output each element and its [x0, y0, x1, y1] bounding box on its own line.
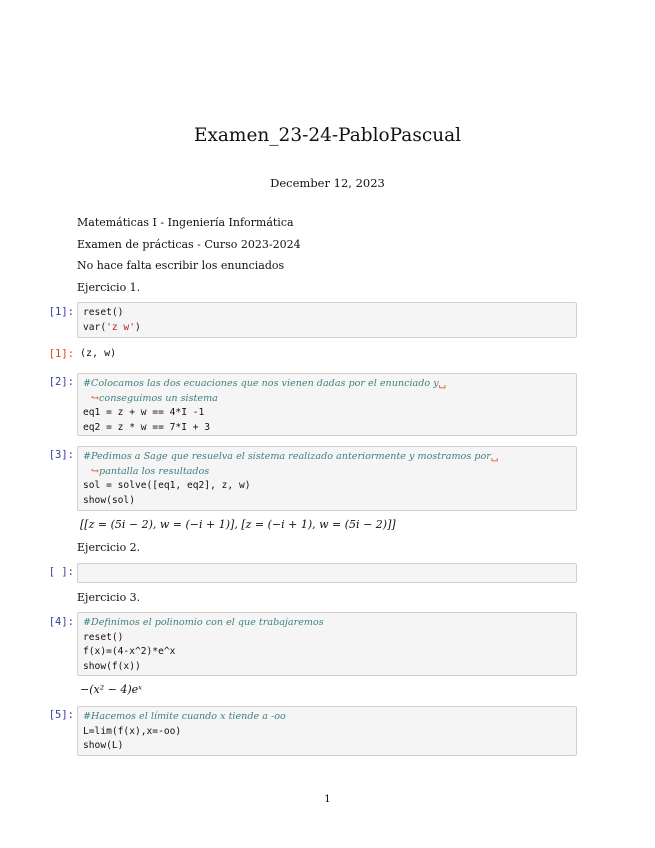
code-comment-continued: ↪pantalla los resultados — [91, 465, 210, 477]
code-cell[interactable] — [77, 612, 577, 676]
math-output: −(x² − 4)eˣ — [80, 683, 143, 696]
code-line: var('z w') — [83, 321, 141, 333]
code-cell[interactable] — [77, 706, 577, 756]
note-text: No hace falta escribir los enunciados — [77, 259, 285, 272]
code-line: eq1 = z + w == 4*I -1 — [83, 407, 205, 419]
document-title: Examen_23-24-PabloPascual — [193, 125, 462, 146]
code-line: f(x)=(4-x^2)*e^x — [83, 646, 176, 658]
code-line: show(L) — [83, 740, 124, 752]
code-line: sol = solve([eq1, eq2], z, w) — [83, 480, 251, 492]
exercise-1-heading: Ejercicio 1. — [77, 281, 141, 294]
exam-text: Examen de prácticas - Curso 2023-2024 — [77, 238, 301, 251]
input-prompt: [4]: — [48, 616, 74, 628]
input-prompt: [2]: — [48, 376, 74, 388]
input-prompt: [ ]: — [48, 566, 74, 578]
code-line: show(sol) — [83, 494, 135, 506]
exercise-3-heading: Ejercicio 3. — [77, 591, 141, 604]
code-line: show(f(x)) — [83, 660, 141, 672]
code-comment: #Pedimos a Sage que resuelva el sistema realizado anteriormente y mostramos por␣ — [83, 451, 499, 462]
exercise-2-heading: Ejercicio 2. — [77, 541, 141, 554]
page-number: 1 — [324, 793, 331, 805]
code-comment: #Definimos el polinomio con el que trabajaremos — [83, 617, 324, 628]
code-cell[interactable] — [77, 446, 577, 511]
code-comment: #Hacemos el límite cuando x tiende a -oo — [83, 711, 286, 722]
code-cell[interactable] — [77, 373, 577, 436]
code-line: L=lim(f(x),x=-oo) — [83, 725, 182, 737]
code-comment: #Colocamos las dos ecuaciones que nos vienen dadas por el enunciado y␣ — [83, 378, 446, 389]
document-date: December 12, 2023 — [270, 176, 385, 190]
code-line: eq2 = z * w == 7*I + 3 — [83, 421, 211, 433]
code-cell[interactable] — [77, 302, 577, 338]
cell-output: (z, w) — [80, 348, 117, 359]
math-output: [[z = (5i − 2), w = (−i + 1)], [z = (−i + 1), w = (5i − 2)]] — [80, 518, 396, 531]
code-line: reset() — [83, 631, 124, 643]
subject-text: Matemáticas I - Ingeniería Informática — [77, 216, 294, 229]
empty-code-cell[interactable] — [77, 563, 577, 583]
input-prompt: [5]: — [48, 709, 74, 721]
input-prompt: [1]: — [48, 306, 74, 318]
output-prompt: [1]: — [48, 348, 74, 360]
input-prompt: [3]: — [48, 449, 74, 461]
code-comment-continued: ↪conseguimos un sistema — [91, 392, 218, 404]
code-line: reset() — [83, 307, 124, 318]
